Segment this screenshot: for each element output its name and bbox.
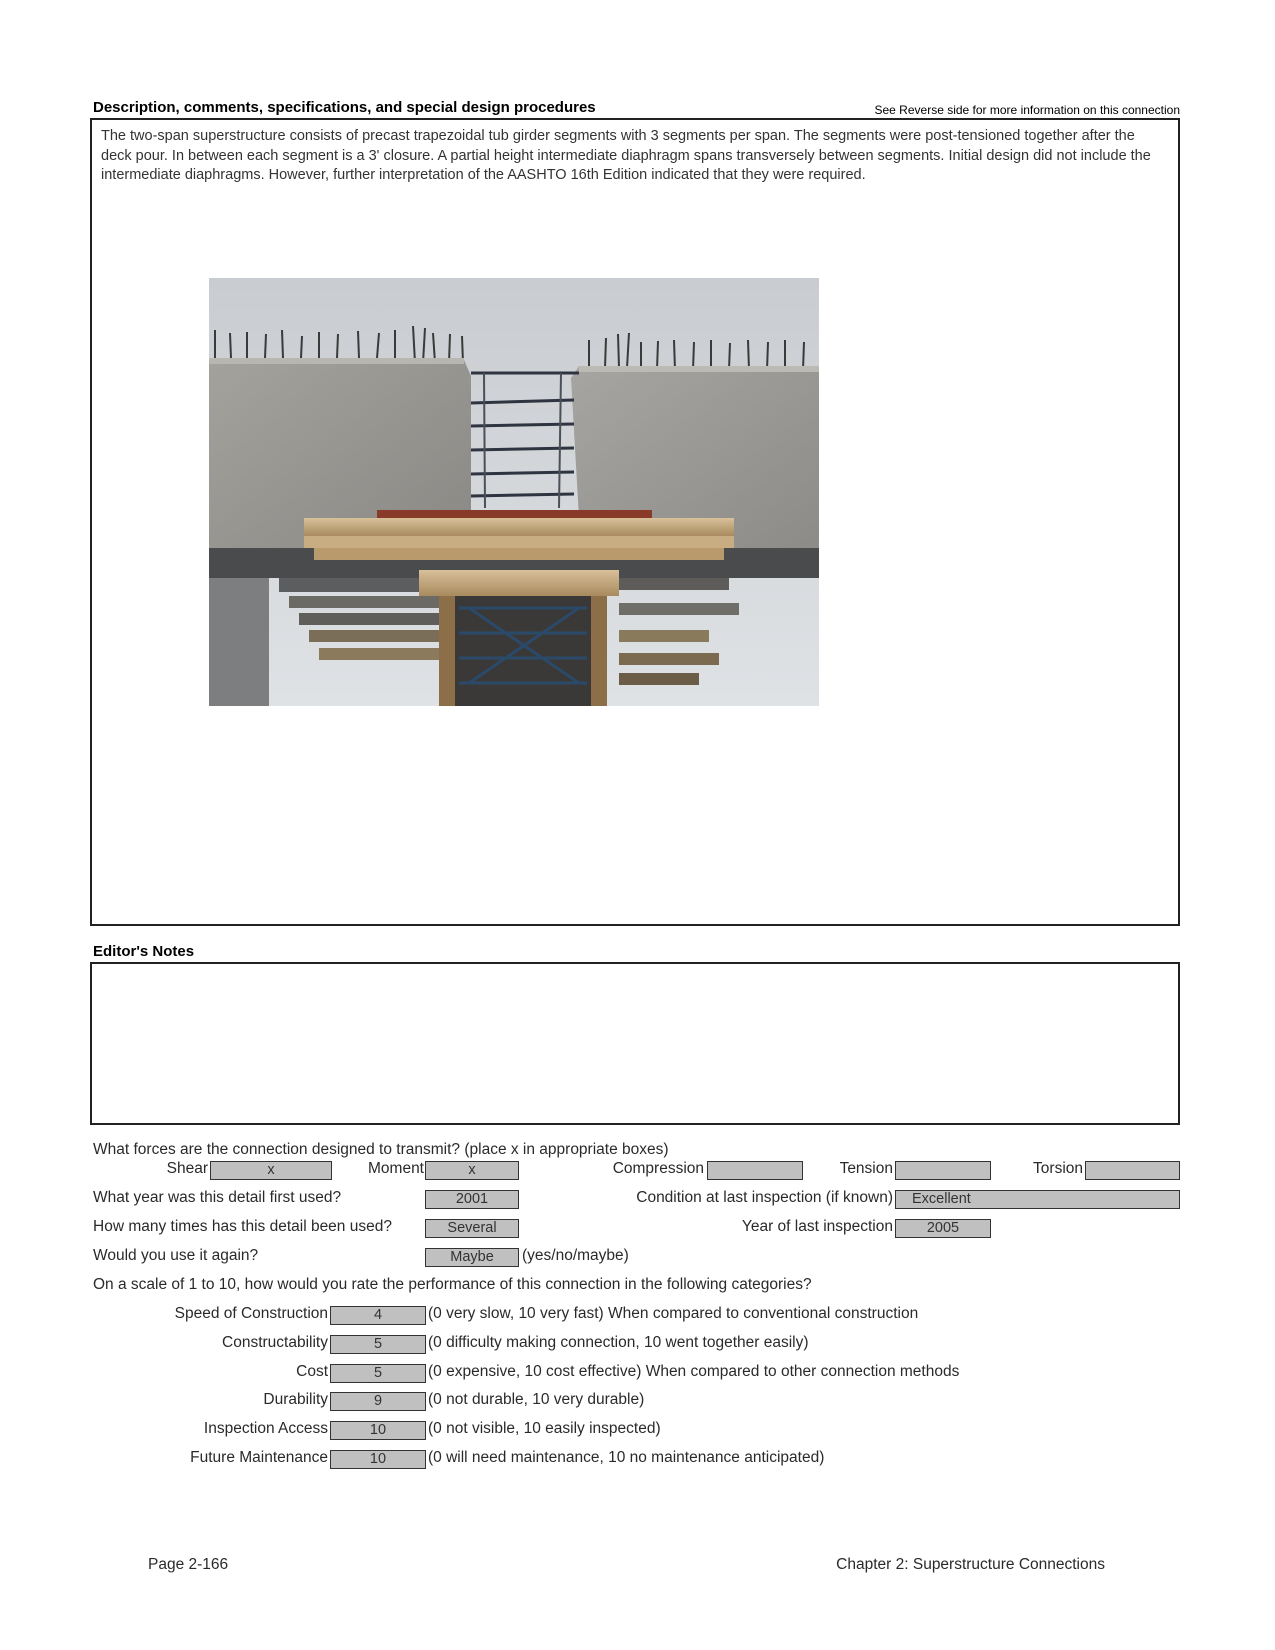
forces-question: What forces are the connection designed to transmit? (place x in appropriate boxes) — [93, 1141, 669, 1158]
rating-label-speed: Speed of Construction — [174, 1305, 328, 1322]
chapter-title: Chapter 2: Superstructure Connections — [836, 1556, 1105, 1573]
rating-label-constructability: Constructability — [222, 1334, 328, 1351]
rating-label-future-maintenance: Future Maintenance — [190, 1449, 328, 1466]
rating-field-constructability[interactable]: 5 — [330, 1335, 426, 1354]
shear-label: Shear — [166, 1160, 208, 1177]
tension-field[interactable] — [895, 1161, 991, 1180]
year-first-used-question: What year was this detail first used? — [93, 1189, 342, 1206]
rating-note-cost: (0 expensive, 10 cost effective) When compared to other connection methods — [428, 1363, 960, 1380]
shear-field[interactable]: x — [210, 1161, 332, 1180]
use-again-field[interactable]: Maybe — [425, 1248, 519, 1267]
description-text: The two-span superstructure consists of precast trapezoidal tub girder segments with 3 segments per span. The segments were post-tensioned together after the deck pour. In between each segment is a 3' closure. A partial height intermediate diaphragm spans transversely between segments. Initial design did not include the intermediate diaphragms. However, further interpretation of the AASHTO 16th Edition indicated that they were required. — [101, 128, 1151, 183]
compression-label: Compression — [612, 1160, 704, 1177]
use-again-hint: (yes/no/maybe) — [522, 1247, 629, 1264]
rating-note-constructability: (0 difficulty making connection, 10 went together easily) — [428, 1334, 809, 1351]
year-last-inspection-label: Year of last inspection — [741, 1218, 893, 1235]
page-number: Page 2-166 — [148, 1556, 229, 1573]
rating-label-durability: Durability — [263, 1391, 328, 1408]
rating-field-speed[interactable]: 4 — [330, 1306, 426, 1325]
use-again-question: Would you use it again? — [93, 1247, 259, 1264]
rating-label-inspection-access: Inspection Access — [203, 1420, 328, 1437]
rating-field-durability[interactable]: 9 — [330, 1392, 426, 1411]
year-first-used-field[interactable]: 2001 — [425, 1190, 519, 1209]
rating-field-future-maintenance[interactable]: 10 — [330, 1450, 426, 1469]
condition-field[interactable]: Excellent — [895, 1190, 1180, 1209]
editors-notes-box — [90, 962, 1180, 1125]
reverse-side-note: See Reverse side for more information on this connection — [874, 103, 1180, 117]
description-box — [90, 118, 1180, 926]
condition-label: Condition at last inspection (if known) — [636, 1189, 893, 1206]
torsion-label: Torsion — [1033, 1160, 1083, 1177]
ratings-question: On a scale of 1 to 10, how would you rate the performance of this connection in the following categories? — [93, 1276, 812, 1293]
rating-note-speed: (0 very slow, 10 very fast) When compared to conventional construction — [428, 1305, 919, 1322]
year-last-inspection-field[interactable]: 2005 — [895, 1219, 991, 1238]
times-used-field[interactable]: Several — [425, 1219, 519, 1238]
moment-field[interactable]: x — [425, 1161, 519, 1180]
torsion-field[interactable] — [1085, 1161, 1180, 1180]
times-used-question: How many times has this detail been used? — [93, 1218, 392, 1235]
tension-label: Tension — [839, 1160, 893, 1177]
rating-label-cost: Cost — [296, 1363, 328, 1380]
rating-field-inspection-access[interactable]: 10 — [330, 1421, 426, 1440]
rating-note-future-maintenance: (0 will need maintenance, 10 no maintenance anticipated) — [428, 1449, 825, 1466]
compression-field[interactable] — [707, 1161, 803, 1180]
moment-label: Moment — [368, 1160, 424, 1177]
rating-note-inspection-access: (0 not visible, 10 easily inspected) — [428, 1420, 661, 1437]
description-heading: Description, comments, specifications, and special design procedures — [93, 99, 596, 116]
editors-notes-heading: Editor's Notes — [93, 943, 195, 960]
rating-field-cost[interactable]: 5 — [330, 1364, 426, 1383]
rating-note-durability: (0 not durable, 10 very durable) — [428, 1391, 645, 1408]
girder-closure-photo — [209, 278, 819, 706]
